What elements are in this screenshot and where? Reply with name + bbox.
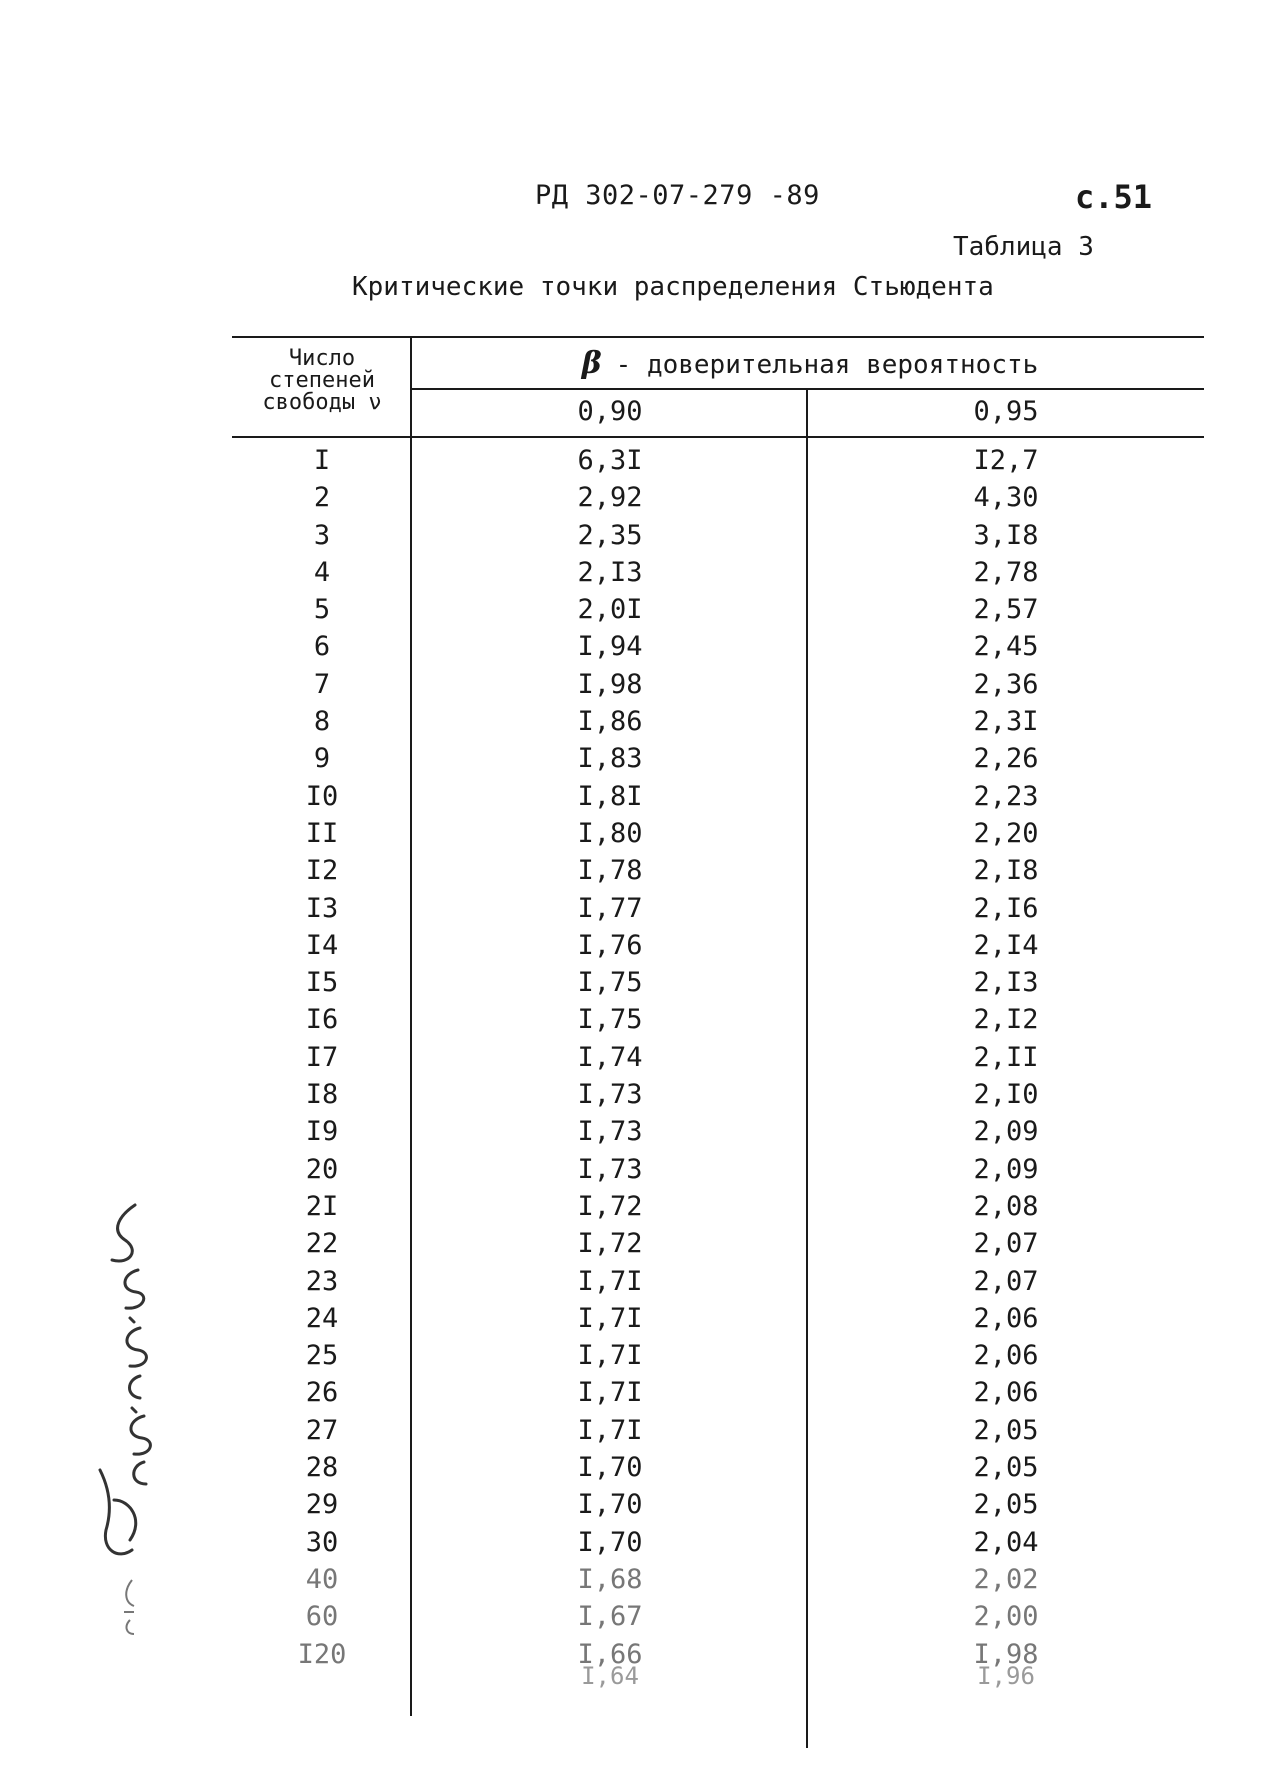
table-row <box>232 740 1204 777</box>
cell-p90: I,73 <box>577 1153 643 1185</box>
table-row-infinity <box>232 1662 1204 1696</box>
cell-dof: I7 <box>305 1041 339 1073</box>
cell-dof: 40 <box>305 1563 339 1595</box>
cell-p90: I,70 <box>577 1489 643 1521</box>
cell-dof: 20 <box>305 1153 339 1185</box>
cell-dof: 28 <box>305 1452 339 1484</box>
cell-dof: 8 <box>313 706 331 738</box>
table-row <box>232 1412 1204 1449</box>
cell-dof: 26 <box>305 1377 339 1409</box>
cell-p95: 2,08 <box>973 1190 1039 1222</box>
table-row <box>232 852 1204 889</box>
cell-p90: I,75 <box>577 1004 643 1036</box>
table-row <box>232 442 1204 479</box>
cell-p90: I,67 <box>577 1601 643 1633</box>
table-row <box>232 1598 1204 1635</box>
table-row <box>232 815 1204 852</box>
cell-dof: I2 <box>305 855 339 887</box>
header-bottom-rule <box>232 436 1204 438</box>
cell-p95: 2,I0 <box>973 1079 1039 1111</box>
cell-p90: I,80 <box>577 817 643 849</box>
table-number: Таблица 3 <box>953 232 1094 262</box>
cell-dof: 23 <box>305 1265 339 1297</box>
cell-p90: I,77 <box>577 892 643 924</box>
cell-p90: I,74 <box>577 1041 643 1073</box>
cell-p90: I,98 <box>577 668 643 700</box>
table-row <box>232 1374 1204 1411</box>
cell-p90: I,7I <box>577 1377 643 1409</box>
table-row <box>232 1076 1204 1113</box>
cell-dof: I0 <box>305 780 339 812</box>
cell-p95: 2,45 <box>973 631 1039 663</box>
cell-p90: I,94 <box>577 631 643 663</box>
cell-p95: 2,I8 <box>973 855 1039 887</box>
confidence-header <box>420 346 1200 381</box>
cell-p95: 2,II <box>973 1041 1039 1073</box>
cell-p90: I,8I <box>577 780 643 812</box>
document-code: РД 302-07-279 -89 <box>535 180 820 211</box>
beta-symbol: β <box>581 346 602 381</box>
cell-dof: 5 <box>313 594 331 626</box>
cell-p90: I,73 <box>577 1116 643 1148</box>
cell-dof: 60 <box>305 1601 339 1633</box>
cell-dof: I <box>313 445 331 476</box>
cell-dof: 22 <box>305 1228 339 1260</box>
table-title: Критические точки распределения Стьюдента <box>352 272 994 302</box>
cell-p90: I,83 <box>577 743 643 775</box>
cell-p90: I,72 <box>577 1190 643 1222</box>
table-row <box>232 1561 1204 1598</box>
cell-p95: 2,06 <box>973 1340 1039 1372</box>
cell-p95: 2,06 <box>973 1302 1039 1334</box>
cell-dof: I8 <box>305 1079 339 1111</box>
cell-p90: I,75 <box>577 967 643 999</box>
table-body <box>232 442 1204 1673</box>
cell-p90: I,7I <box>577 1265 643 1297</box>
table-row <box>232 1039 1204 1076</box>
cell-p95: 2,09 <box>973 1116 1039 1148</box>
handwritten-signature-date <box>40 1200 200 1640</box>
cell-p90: I,66 <box>577 1638 643 1670</box>
cell-p95: 2,I6 <box>973 892 1039 924</box>
cell-p95: 2,05 <box>973 1489 1039 1521</box>
cell-p90: 2,0I <box>577 594 643 626</box>
cell-dof: 4 <box>313 556 331 588</box>
cell-dof: 9 <box>313 743 331 775</box>
table-row <box>232 703 1204 740</box>
table-row <box>232 666 1204 703</box>
table-row <box>232 479 1204 516</box>
table-row <box>232 927 1204 964</box>
cell-p95: I2,7 <box>973 445 1039 476</box>
cell-p95: 2,23 <box>973 780 1039 812</box>
cell-p95: 2,05 <box>973 1414 1039 1446</box>
cell-p90: I,73 <box>577 1079 643 1111</box>
column-header-095: 0,95 <box>973 396 1039 427</box>
cell-p90: I,7I <box>577 1302 643 1334</box>
cell-p90: 2,92 <box>577 482 643 514</box>
table-row <box>232 778 1204 815</box>
table-row <box>232 1524 1204 1561</box>
cell-p95: 2,09 <box>973 1153 1039 1185</box>
cell-dof: I20 <box>297 1638 347 1670</box>
table-row <box>232 1486 1204 1523</box>
table-row <box>232 1151 1204 1188</box>
cell-p95: 2,I4 <box>973 929 1039 961</box>
cell-dof: 27 <box>305 1414 339 1446</box>
cell-p90: 2,35 <box>577 519 643 551</box>
table-row <box>232 1449 1204 1486</box>
cell-dof: I4 <box>305 929 339 961</box>
cell-p90: I,64 <box>581 1662 639 1690</box>
cell-dof: 7 <box>313 668 331 700</box>
cell-p95: 2,36 <box>973 668 1039 700</box>
cell-p95: 2,04 <box>973 1526 1039 1558</box>
cell-p95: 2,I2 <box>973 1004 1039 1036</box>
cell-dof: I3 <box>305 892 339 924</box>
cell-dof: 25 <box>305 1340 339 1372</box>
cell-p90: I,68 <box>577 1563 643 1595</box>
table-row <box>232 964 1204 1001</box>
cell-p90: I,76 <box>577 929 643 961</box>
cell-dof: II <box>305 817 339 849</box>
cell-p95: I,96 <box>977 1662 1035 1690</box>
table-row <box>232 1001 1204 1038</box>
dof-header <box>232 348 412 414</box>
dof-header-line-3: свободы ν <box>262 390 382 415</box>
cell-p95: I,98 <box>973 1638 1039 1670</box>
cell-p90: I,7I <box>577 1414 643 1446</box>
table-row <box>232 1263 1204 1300</box>
cell-p95: 2,00 <box>973 1601 1039 1633</box>
cell-p95: 2,26 <box>973 743 1039 775</box>
cell-p90: I,78 <box>577 855 643 887</box>
cell-dof: 3 <box>313 519 331 551</box>
table-row <box>232 554 1204 591</box>
cell-p95: 2,07 <box>973 1265 1039 1297</box>
table-row <box>232 517 1204 554</box>
cell-p90: 6,3I <box>577 445 643 476</box>
table-row <box>232 1113 1204 1150</box>
cell-p95: 4,30 <box>973 482 1039 514</box>
cell-p95: 2,06 <box>973 1377 1039 1409</box>
table-row <box>232 628 1204 665</box>
cell-dof: 30 <box>305 1526 339 1558</box>
cell-dof: 6 <box>313 631 331 663</box>
dof-header-line-2: степеней <box>269 368 375 393</box>
cell-p95: 3,I8 <box>973 519 1039 551</box>
confidence-header-label: - доверительная вероятность <box>615 350 1039 380</box>
cell-p90: I,72 <box>577 1228 643 1260</box>
table-top-rule <box>232 336 1204 338</box>
cell-p90: I,86 <box>577 706 643 738</box>
page-number: с.51 <box>1075 178 1153 216</box>
cell-dof: I6 <box>305 1004 339 1036</box>
cell-p95: 2,20 <box>973 817 1039 849</box>
cell-p95: 2,07 <box>973 1228 1039 1260</box>
dof-header-line-1: Число <box>288 346 356 371</box>
cell-dof: I5 <box>305 967 339 999</box>
column-header-090: 0,90 <box>577 396 643 427</box>
table-row <box>232 1188 1204 1225</box>
table-row <box>232 591 1204 628</box>
cell-p95: 2,3I <box>973 706 1039 738</box>
cell-p90: I,7I <box>577 1340 643 1372</box>
cell-dof: 2 <box>313 482 331 514</box>
cell-dof: 29 <box>305 1489 339 1521</box>
cell-dof: 24 <box>305 1302 339 1334</box>
cell-p95: 2,78 <box>973 556 1039 588</box>
header-sub-rule <box>412 388 1204 390</box>
cell-p95: 2,I3 <box>973 967 1039 999</box>
cell-dof: 2I <box>305 1190 339 1222</box>
table-row <box>232 1225 1204 1262</box>
cell-p90: 2,I3 <box>577 556 643 588</box>
cell-dof: I9 <box>305 1116 339 1148</box>
cell-p90: I,70 <box>577 1452 643 1484</box>
cell-p95: 2,02 <box>973 1563 1039 1595</box>
cell-p95: 2,05 <box>973 1452 1039 1484</box>
table-row <box>232 1337 1204 1374</box>
cell-p95: 2,57 <box>973 594 1039 626</box>
cell-p90: I,70 <box>577 1526 643 1558</box>
table-row <box>232 890 1204 927</box>
table-row <box>232 1300 1204 1337</box>
